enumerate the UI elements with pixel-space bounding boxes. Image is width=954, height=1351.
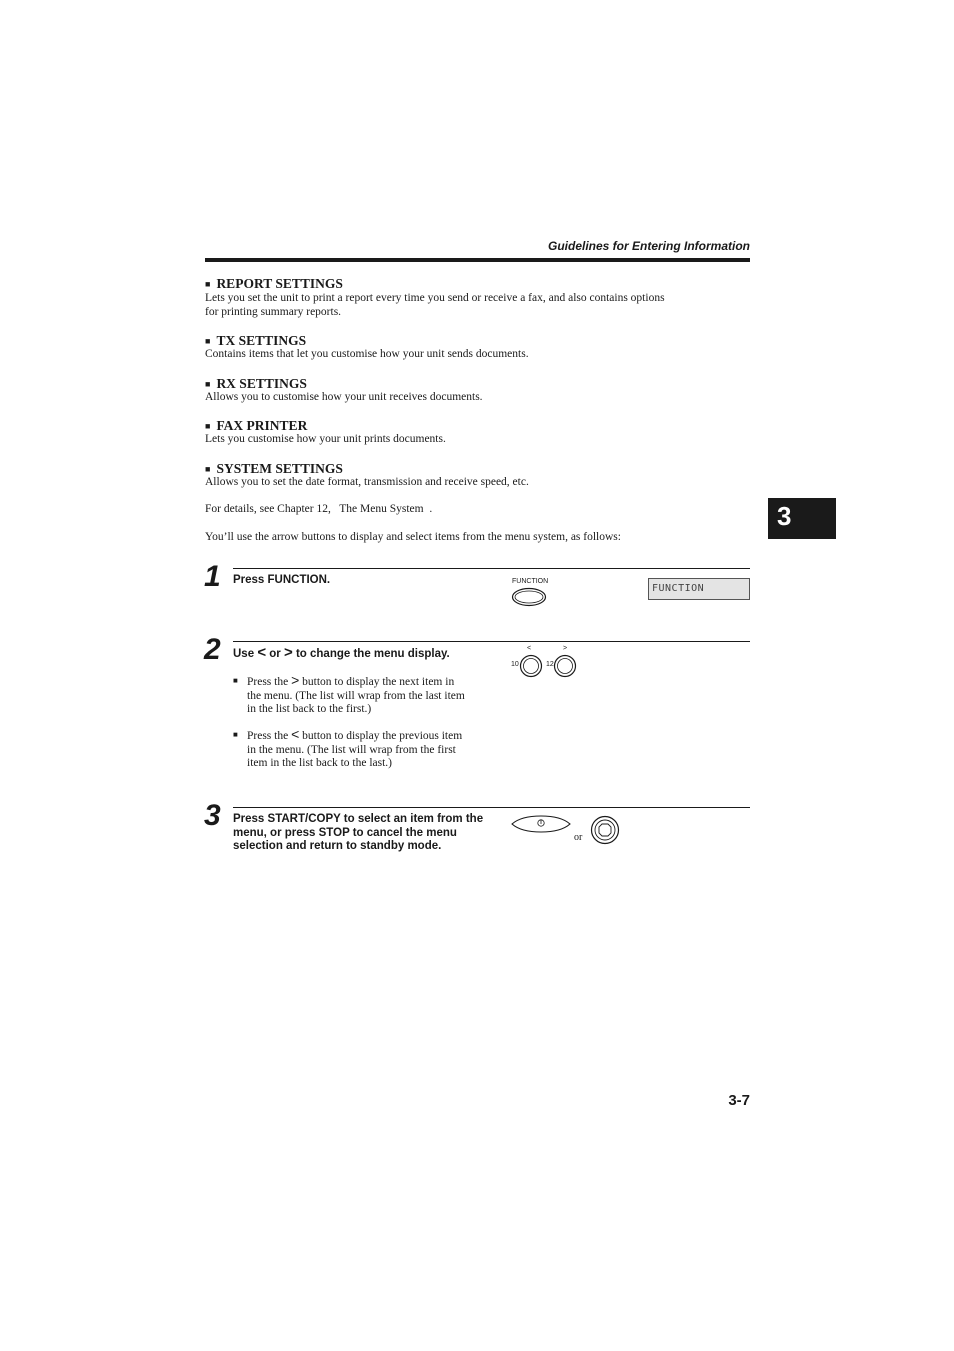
section-body-system-settings: Allows you to set the date format, transmission and receive speed, etc. [205, 476, 529, 488]
right-arrow-icon: > [291, 672, 300, 688]
right-key-number: 12 [546, 661, 554, 668]
section-heading-tx-settings: ■ TX SETTINGS [205, 333, 307, 348]
section-heading-report-settings: ■ REPORT SETTINGS [205, 276, 343, 291]
section-heading-rx-settings: ■ RX SETTINGS [205, 376, 307, 391]
square-bullet-icon: ■ [233, 676, 238, 685]
step-number: 2 [204, 633, 221, 666]
details-note: For details, see Chapter 12, The Menu System . [205, 503, 433, 515]
step-rule [233, 568, 750, 569]
section-body-tx-settings: Contains items that let you customise how your unit sends documents. [205, 348, 529, 360]
section-body-fax-printer: Lets you customise how your unit prints documents. [205, 433, 446, 445]
left-key-number: 10 [511, 661, 519, 668]
running-head: Guidelines for Entering Information [547, 239, 750, 253]
step-rule [233, 807, 750, 808]
function-button-icon [511, 587, 547, 607]
function-button-caption: FUNCTION [512, 578, 549, 585]
left-arrow-icon: < [291, 726, 300, 742]
stop-button-icon [590, 815, 620, 845]
step-instruction: Use < or > to change the menu display. [233, 644, 450, 661]
bullet-previous-item: ■ Press the < button to display the previous item in the menu. (The list will wrap from the first item in the list back to the last.) [233, 726, 463, 770]
bullet-next-item: ■ Press the > button to display the next item in the menu. (The list will wrap from the last item in the list back to the first.) [233, 672, 465, 716]
square-bullet-icon: ■ [205, 336, 211, 346]
step-number: 1 [204, 560, 221, 593]
step-instruction: Press FUNCTION. [233, 574, 331, 586]
right-key-caption: > [563, 645, 568, 652]
step-number: 3 [204, 799, 221, 832]
section-heading-system-settings: ■ SYSTEM SETTINGS [205, 461, 343, 476]
left-key-caption: < [527, 645, 532, 652]
step-instruction: Press START/COPY to select an item from the menu, or press STOP to cancel the menu selection and return to standby mode. [233, 813, 484, 853]
left-arrow-icon: < [257, 644, 267, 661]
section-heading-fax-printer: ■ FAX PRINTER [205, 418, 308, 433]
page-number: 3-7 [728, 1092, 750, 1109]
chapter-tab: 3 [768, 498, 836, 539]
square-bullet-icon: ■ [233, 730, 238, 739]
intro-paragraph: You’ll use the arrow buttons to display and select items from the menu system, as follows: [205, 531, 621, 543]
header-rule [205, 258, 750, 262]
step-rule [233, 641, 750, 642]
right-arrow-icon: > [283, 644, 293, 661]
start-copy-button-icon [509, 814, 573, 834]
section-body-rx-settings: Allows you to customise how your unit receives documents. [205, 391, 483, 403]
or-label: or [574, 832, 583, 843]
square-bullet-icon: ■ [205, 464, 211, 474]
right-arrow-key-icon [553, 654, 577, 678]
left-arrow-key-icon [519, 654, 543, 678]
square-bullet-icon: ■ [205, 379, 211, 389]
section-body-report-settings: Lets you set the unit to print a report every time you send or receive a fax, and also contains options for printing summary reports. [205, 292, 665, 318]
lcd-display: FUNCTION [648, 578, 750, 600]
square-bullet-icon: ■ [205, 421, 211, 431]
square-bullet-icon: ■ [205, 279, 211, 289]
